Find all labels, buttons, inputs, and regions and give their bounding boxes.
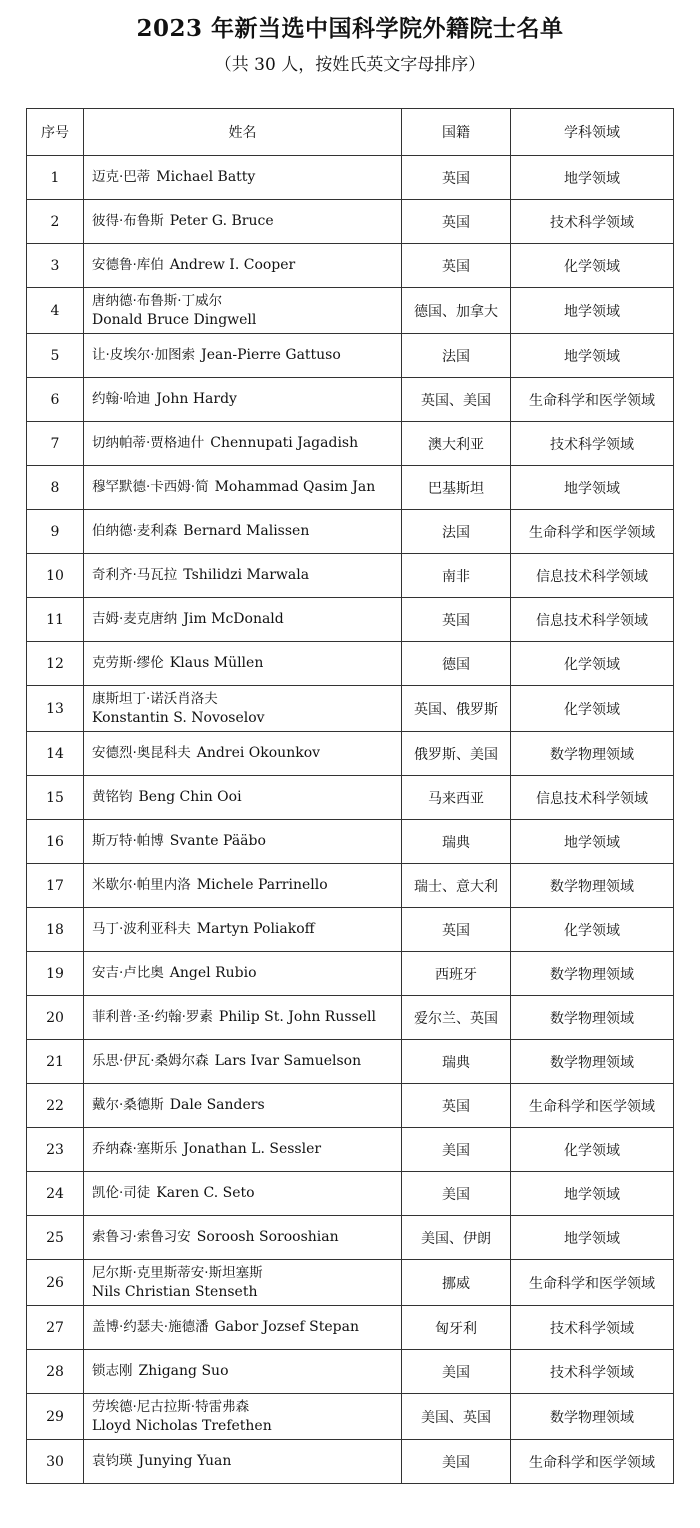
cell-name [84,1040,402,1084]
chinese-name: 奇利齐·马瓦拉 [92,567,178,583]
cell-nationality: 英国 [402,908,511,952]
chinese-name: 伯纳德·麦利森 [92,523,178,539]
table-row [27,1084,674,1128]
cell-nationality: 英国、美国 [402,378,511,422]
cell-number: 6 [27,378,84,422]
cell-number: 10 [27,554,84,598]
table-row [27,1394,674,1440]
cell-number: 27 [27,1306,84,1350]
cell-field: 化学领域 [511,686,674,732]
chinese-name: 康斯坦丁·诺沃肖洛夫 [92,690,218,707]
cell-name [84,244,402,288]
cell-number: 4 [27,288,84,334]
cell-field: 生命科学和医学领域 [511,1084,674,1128]
cell-nationality: 瑞典 [402,1040,511,1084]
table-row [27,732,674,776]
english-name: Michele Parrinello [196,877,328,893]
cell-field: 生命科学和医学领域 [511,1260,674,1306]
cell-field: 生命科学和医学领域 [511,510,674,554]
cell-name [84,1440,402,1484]
chinese-name: 安德烈·奥昆科夫 [92,745,191,761]
english-name: Donald Bruce Dingwell [92,311,257,328]
cell-name [84,952,402,996]
table-row [27,510,674,554]
table-row [27,334,674,378]
english-name: Chennupati Jagadish [210,435,359,451]
cell-field: 地学领域 [511,288,674,334]
cell-number: 28 [27,1350,84,1394]
chinese-name: 索鲁习·索鲁习安 [92,1229,191,1245]
cell-number: 26 [27,1260,84,1306]
cell-field: 化学领域 [511,244,674,288]
cell-nationality: 美国 [402,1128,511,1172]
table-body [27,156,674,1484]
table-row [27,996,674,1040]
cell-name [84,1084,402,1128]
cell-field: 技术科学领域 [511,422,674,466]
chinese-name: 克劳斯·缪伦 [92,655,164,671]
english-name: Junying Yuan [138,1453,232,1469]
cell-name [84,598,402,642]
table-row [27,820,674,864]
english-name: John Hardy [156,391,237,407]
cell-name [84,466,402,510]
cell-name [84,1350,402,1394]
cell-field: 信息技术科学领域 [511,776,674,820]
cell-name [84,200,402,244]
cell-number: 5 [27,334,84,378]
table-row [27,776,674,820]
table-row [27,466,674,510]
cell-number: 21 [27,1040,84,1084]
chinese-name: 劳埃德·尼古拉斯·特雷弗森 [92,1398,250,1415]
table-row [27,554,674,598]
cell-number: 2 [27,200,84,244]
cell-number: 16 [27,820,84,864]
cell-name [84,864,402,908]
english-name: Mohammad Qasim Jan [214,479,376,495]
cell-nationality: 俄罗斯、美国 [402,732,511,776]
cell-field: 化学领域 [511,1128,674,1172]
chinese-name: 菲利普·圣·约翰·罗素 [92,1009,213,1025]
table-row [27,1172,674,1216]
cell-field: 化学领域 [511,642,674,686]
cell-nationality: 德国、加拿大 [402,288,511,334]
cell-number: 17 [27,864,84,908]
table-row [27,1260,674,1306]
cell-field: 数学物理领域 [511,864,674,908]
cell-number: 18 [27,908,84,952]
table-row [27,1440,674,1484]
cell-field: 信息技术科学领域 [511,598,674,642]
table-row [27,952,674,996]
english-name: Peter G. Bruce [169,213,274,229]
table-row [27,686,674,732]
table-row [27,422,674,466]
cell-nationality: 美国、英国 [402,1394,511,1440]
table-row [27,1040,674,1084]
table-row [27,908,674,952]
header-no: 序号 [27,109,84,156]
cell-name [84,996,402,1040]
chinese-name: 乐思·伊瓦·桑姆尔森 [92,1053,209,1069]
chinese-name: 凯伦·司徒 [92,1185,151,1201]
chinese-name: 锁志刚 [92,1363,133,1379]
english-name: Jean-Pierre Gattuso [201,347,341,363]
academician-table [26,108,674,1484]
chinese-name: 尼尔斯·克里斯蒂安·斯坦塞斯 [92,1264,263,1281]
cell-number: 30 [27,1440,84,1484]
english-name: Michael Batty [156,169,256,185]
cell-number: 7 [27,422,84,466]
english-name: Nils Christian Stenseth [92,1283,258,1300]
cell-nationality: 英国 [402,244,511,288]
cell-name [84,422,402,466]
cell-nationality: 德国 [402,642,511,686]
cell-nationality: 挪威 [402,1260,511,1306]
cell-field: 地学领域 [511,156,674,200]
table-row [27,244,674,288]
cell-name [84,908,402,952]
cell-number: 8 [27,466,84,510]
cell-nationality: 英国 [402,598,511,642]
english-name: Beng Chin Ooi [138,789,242,805]
cell-field: 数学物理领域 [511,732,674,776]
cell-nationality: 匈牙利 [402,1306,511,1350]
cell-number: 15 [27,776,84,820]
header-nationality: 国籍 [402,109,511,156]
cell-nationality: 瑞士、意大利 [402,864,511,908]
cell-field: 数学物理领域 [511,952,674,996]
cell-number: 23 [27,1128,84,1172]
english-name: Bernard Malissen [183,523,310,539]
chinese-name: 切纳帕蒂·贾格迪什 [92,435,205,451]
chinese-name: 戴尔·桑德斯 [92,1097,164,1113]
english-name: Zhigang Suo [138,1363,229,1379]
table-row [27,200,674,244]
english-name: Soroosh Sorooshian [196,1229,339,1245]
chinese-name: 米歇尔·帕里内洛 [92,877,191,893]
cell-nationality: 法国 [402,334,511,378]
english-name: Lloyd Nicholas Trefethen [92,1417,272,1434]
chinese-name: 约翰·哈迪 [92,391,151,407]
table-row [27,1350,674,1394]
table-row [27,1128,674,1172]
cell-number: 22 [27,1084,84,1128]
cell-field: 地学领域 [511,334,674,378]
table-header-row [27,109,674,156]
cell-nationality: 美国 [402,1350,511,1394]
cell-number: 20 [27,996,84,1040]
cell-name [84,334,402,378]
cell-nationality: 巴基斯坦 [402,466,511,510]
cell-field: 化学领域 [511,908,674,952]
cell-field: 技术科学领域 [511,200,674,244]
chinese-name: 黄铭钧 [92,789,133,805]
chinese-name: 斯万特·帕博 [92,833,164,849]
cell-name [84,642,402,686]
english-name: Konstantin S. Novoselov [92,709,265,726]
table-row [27,864,674,908]
cell-name [84,776,402,820]
cell-name [84,686,402,732]
cell-name [84,732,402,776]
cell-number: 29 [27,1394,84,1440]
english-name: Lars Ivar Samuelson [214,1053,362,1069]
cell-name [84,288,402,334]
chinese-name: 安吉·卢比奥 [92,965,164,981]
chinese-name: 唐纳德·布鲁斯·丁威尔 [92,292,223,309]
cell-field: 生命科学和医学领域 [511,1440,674,1484]
cell-field: 数学物理领域 [511,1040,674,1084]
cell-field: 地学领域 [511,1216,674,1260]
english-name: Karen C. Seto [156,1185,255,1201]
english-name: Dale Sanders [169,1097,265,1113]
chinese-name: 穆罕默德·卡西姆·简 [92,479,209,495]
cell-nationality: 英国 [402,200,511,244]
cell-field: 数学物理领域 [511,996,674,1040]
cell-nationality: 南非 [402,554,511,598]
header-field: 学科领域 [511,109,674,156]
chinese-name: 盖博·约瑟夫·施德潘 [92,1319,209,1335]
english-name: Tshilidzi Marwala [183,567,310,583]
english-name: Jonathan L. Sessler [183,1141,322,1157]
chinese-name: 袁钧瑛 [92,1453,133,1469]
header-name: 姓名 [84,109,402,156]
cell-name [84,1260,402,1306]
cell-name [84,1172,402,1216]
cell-nationality: 爱尔兰、英国 [402,996,511,1040]
cell-name [84,156,402,200]
english-name: Philip St. John Russell [218,1009,376,1025]
cell-name [84,554,402,598]
table-row [27,1306,674,1350]
chinese-name: 乔纳森·塞斯乐 [92,1141,178,1157]
table-row [27,378,674,422]
cell-name [84,510,402,554]
cell-nationality: 澳大利亚 [402,422,511,466]
english-name: Andrew I. Cooper [169,257,296,273]
cell-name [84,820,402,864]
cell-number: 24 [27,1172,84,1216]
cell-number: 11 [27,598,84,642]
document-subtitle: （共 30 人，按姓氏英文字母排序） [214,55,486,75]
table-row [27,156,674,200]
cell-number: 13 [27,686,84,732]
cell-field: 地学领域 [511,1172,674,1216]
cell-field: 地学领域 [511,466,674,510]
document-title: 2023 年新当选中国科学院外籍院士名单 [136,15,564,42]
cell-name [84,1128,402,1172]
cell-field: 信息技术科学领域 [511,554,674,598]
chinese-name: 迈克·巴蒂 [92,169,151,185]
english-name: Svante Pääbo [169,833,266,849]
cell-nationality: 美国 [402,1440,511,1484]
cell-number: 9 [27,510,84,554]
cell-nationality: 马来西亚 [402,776,511,820]
chinese-name: 马丁·波利亚科夫 [92,921,191,937]
cell-nationality: 英国 [402,156,511,200]
cell-number: 19 [27,952,84,996]
cell-nationality: 英国 [402,1084,511,1128]
english-name: Angel Rubio [169,965,257,981]
cell-nationality: 美国 [402,1172,511,1216]
cell-number: 1 [27,156,84,200]
cell-name [84,1306,402,1350]
english-name: Andrei Okounkov [196,745,321,761]
table-row [27,288,674,334]
table-row [27,1216,674,1260]
english-name: Martyn Poliakoff [196,921,315,937]
cell-nationality: 美国、伊朗 [402,1216,511,1260]
cell-nationality: 英国、俄罗斯 [402,686,511,732]
cell-number: 3 [27,244,84,288]
cell-field: 生命科学和医学领域 [511,378,674,422]
table-row [27,642,674,686]
chinese-name: 吉姆·麦克唐纳 [92,611,178,627]
cell-field: 技术科学领域 [511,1306,674,1350]
table-row [27,598,674,642]
cell-nationality: 西班牙 [402,952,511,996]
english-name: Jim McDonald [183,611,284,627]
cell-number: 25 [27,1216,84,1260]
cell-field: 地学领域 [511,820,674,864]
chinese-name: 让·皮埃尔·加图索 [92,347,196,363]
english-name: Klaus Müllen [169,655,264,671]
cell-field: 数学物理领域 [511,1394,674,1440]
cell-name [84,378,402,422]
chinese-name: 彼得·布鲁斯 [92,213,164,229]
cell-nationality: 瑞典 [402,820,511,864]
chinese-name: 安德鲁·库伯 [92,257,164,273]
cell-name [84,1394,402,1440]
cell-name [84,1216,402,1260]
cell-number: 12 [27,642,84,686]
cell-number: 14 [27,732,84,776]
cell-nationality: 法国 [402,510,511,554]
cell-field: 技术科学领域 [511,1350,674,1394]
english-name: Gabor Jozsef Stepan [214,1319,360,1335]
